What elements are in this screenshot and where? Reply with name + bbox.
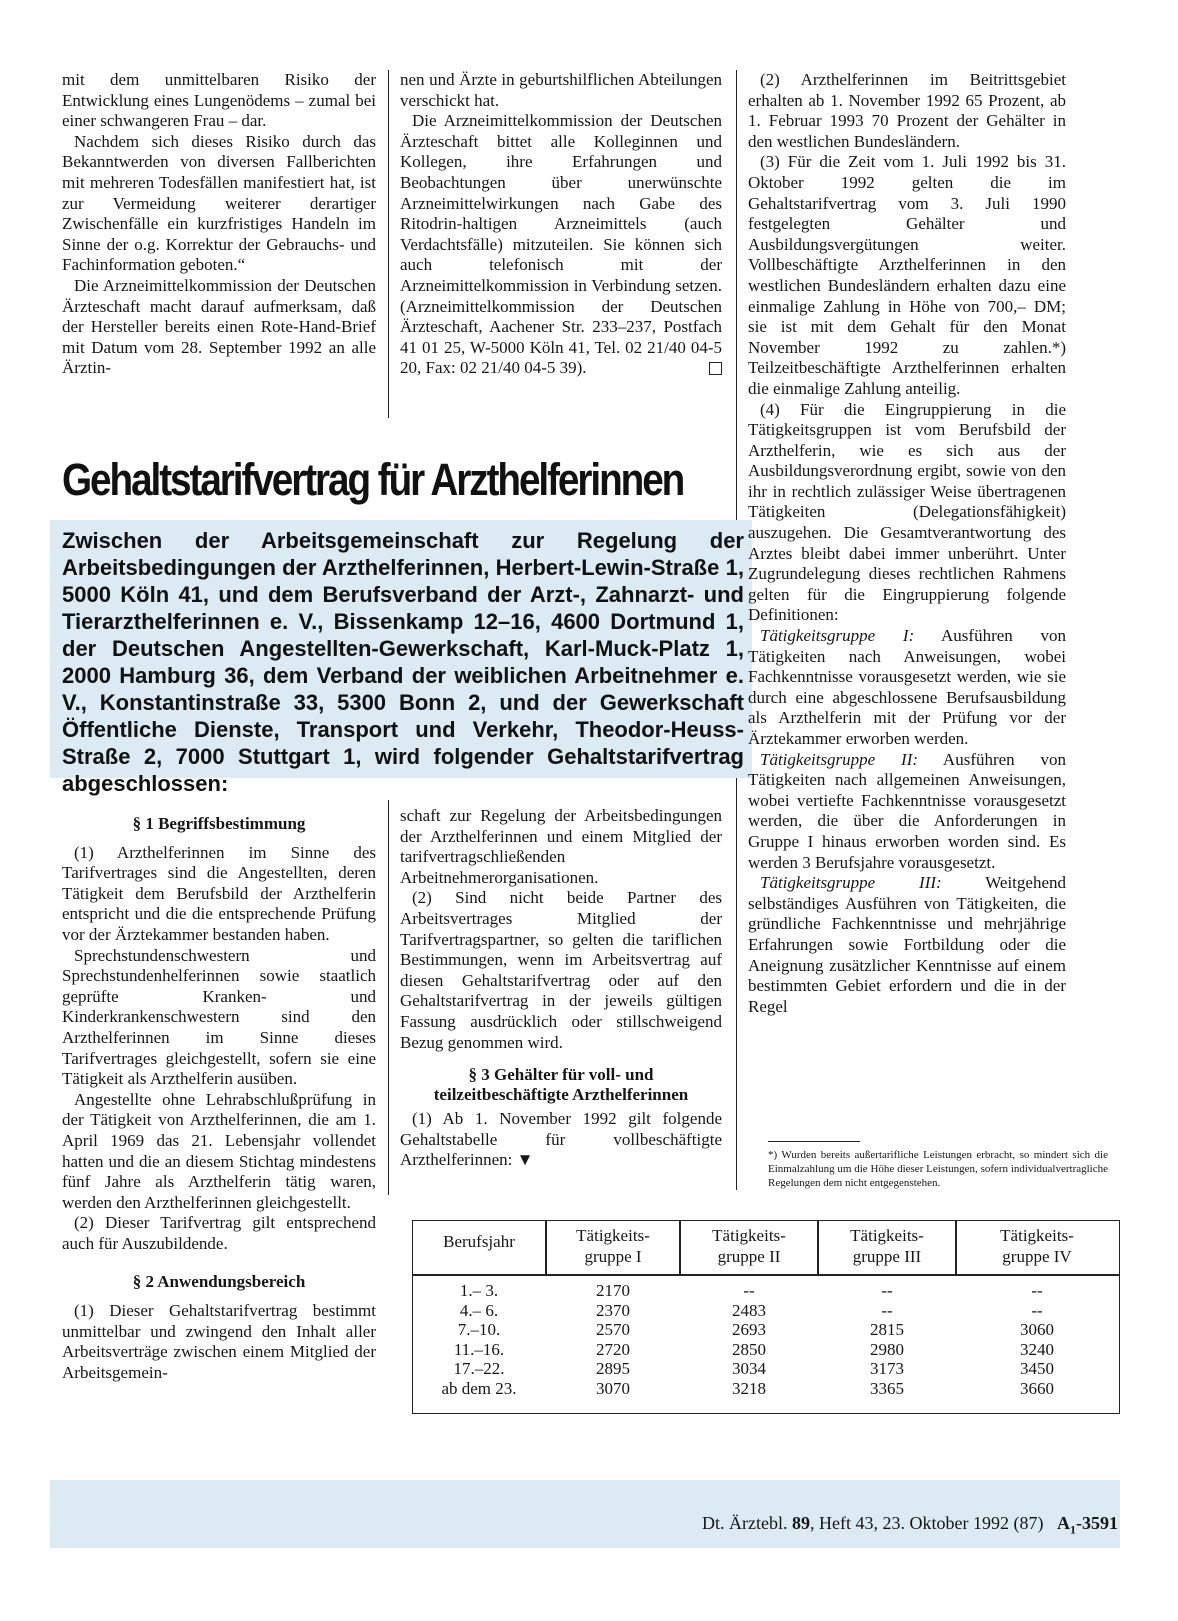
- table-row: [413, 1340, 1119, 1360]
- footnote-rule: [768, 1141, 860, 1142]
- table-cell: 3060: [1020, 1320, 1054, 1339]
- table-cell: 2720: [596, 1339, 630, 1359]
- table-row: [413, 1359, 1119, 1379]
- footnote: *) Wurden bereits außertarifliche Leistungen erbracht, so mindert sich die Einmalzahlung um die Höhe dieser Leistungen, sofern individualvertragliche Regelungen dem nicht entgegenstehen.: [768, 1149, 1108, 1189]
- table-cell: 7.–10.: [457, 1320, 501, 1339]
- table-cell: 2980: [870, 1339, 904, 1359]
- paragraph: (1) Ab 1. November 1992 gilt folgende Gehaltstabelle für vollbeschäftigte Arzthelferinnen: ▼: [400, 1109, 722, 1170]
- table-cell: 3240: [1020, 1339, 1054, 1359]
- table-cell: 11.–16.: [453, 1339, 505, 1359]
- article-lead: Zwischen der Arbeitsgemeinschaft zur Regelung der Arbeitsbedingungen der Arzthelferinnen, Herbert-Lewin-Straße 1, 5000 Köln 41, und dem Berufsverband der Arzt-, Zahnarzt- und Tierarzthelferinnen e. V., Bissenkamp 12–16, 4600 Dortmund 1, der Deutschen Angestellten-Gewerkschaft, Karl-Muck-Platz 1, 2000 Hamburg 36, dem Verband der weiblichen Arbeitnehmer e. V., Konstantinstraße 33, 5300 Bonn 2, und der Gewerkschaft Öffentliche Dienste, Transport und Verkehr, Theodor-Heuss-Straße 2, 7000 Stuttgart 1, wird folgender Gehaltstarifvertrag abgeschlossen:: [62, 528, 744, 796]
- paragraph: Nachdem sich dieses Risiko durch das Bekanntwerden von diversen Fallberichten mit mehreren Todesfällen manifestiert hat, ist zur Vermeidung weiterer derartiger Zwischenfälle ein kurzfristiges Handeln im Sinne der o.g. Korrektur der Gebrauchs- und Fachinformation geboten.“: [62, 131, 376, 275]
- paragraph: Tätigkeitsgruppe I: Ausführen von Tätigkeiten nach Anweisungen, wobei Fachkenntnisse vorausgesetzt werden, wie sie durch eine abgeschlossene Berufsausbildung als Arzthelferin mit der Prüfung vor der Ärztekammer erworben werden.: [748, 626, 1066, 748]
- table-cell: --: [1031, 1300, 1043, 1320]
- salary-table: [412, 1220, 1120, 1414]
- table-cell: 2570: [596, 1320, 630, 1339]
- paragraph: mit dem unmittelbaren Risiko der Entwicklung eines Lungenödems – zumal bei einer schwangeren Frau – dar.: [62, 70, 376, 131]
- table-cell: --: [1031, 1281, 1043, 1300]
- table-cell: 4.– 6.: [459, 1300, 499, 1320]
- table-cell: 3034: [732, 1359, 766, 1378]
- table-cell: --: [881, 1300, 893, 1320]
- paragraph: Angestellte ohne Lehrabschlußprüfung in der Tätigkeit von Arzthelferinnen, die am 1. April 1969 das 21. Lebensjahr vollendet hatten und die an diesem Stichtag mindestens fünf Jahre als Arzthelferin tätig waren, werden den Arzthelferinnen gleichgestellt.: [62, 1089, 376, 1212]
- table-cell: 3450: [1020, 1359, 1054, 1378]
- body-column-1: [62, 804, 376, 1383]
- paragraph: (1) Arzthelferinnen im Sinne des Tarifvertrages sind die Angestellten, deren Tätigkeit dem Berufsbild der Arzthelferin entspricht und die die entsprechende Prüfung vor der Ärztekammer bestanden haben.: [62, 842, 376, 944]
- column-divider: [388, 70, 389, 418]
- paragraph: Sprechstundenschwestern und Sprechstundenhelferinnen sowie staatlich geprüfte Kranken- und Kinderkrankenschwestern sind den Arzthelferinnen im Sinne dieses Tarifvertrages gleichgestellt, sofern sie eine Tätigkeit als Arzthelferin ausüben.: [62, 945, 376, 1089]
- table-row: [413, 1281, 1119, 1301]
- table-cell: 2815: [870, 1320, 904, 1339]
- table-header: Berufsjahr: [443, 1232, 515, 1251]
- table-row: [413, 1301, 1119, 1321]
- paragraph: Tätigkeitsgruppe III: Weitgehend selbständiges Ausführen von Tätigkeiten, die gründliche Fachkenntnisse und mehrjährige Erfahrungen sowie Fortbildung oder die Aneignung zusätzlicher Kenntnisse auf einem bestimmten Gebiet erfordern und die in der Regel: [748, 873, 1066, 1016]
- table-header: Tätigkeits- gruppe I: [576, 1226, 650, 1266]
- paragraph: (2) Dieser Tarifvertrag gilt entsprechend auch für Auszubildende.: [62, 1213, 376, 1253]
- paragraph: (2) Sind nicht beide Partner des Arbeitsvertrages Mitglied der Tarifvertragspartner, so gelten die tariflichen Bestimmungen, wenn im Arbeitsvertrag auf diesen Gehaltstarifvertrag oder auf den Gehaltstarifvertrag in der jeweils gültigen Fassung ausdrücklich oder stillschweigend Bezug genommen wird.: [400, 888, 722, 1052]
- paragraph: (4) Für die Eingruppierung in die Tätigkeitsgruppen ist vom Berufsbild der Arzthelferin, wie es sich aus der Ausbildungsverordnung ergibt, sowie von den ihr in rechtlich zulässiger Weise übertragenen Tätigkeiten (Delegationsfähigkeit) auszugehen. Die Gesamtverantwortung des Arztes bleibt dabei immer unberührt. Unter Zugrundelegung dieses rechtlichen Rahmens gelten für die Eingruppierung folgende Definitionen:: [748, 399, 1066, 625]
- table-header-rule: [413, 1274, 1119, 1276]
- table-cell: ab dem 23.: [441, 1378, 517, 1398]
- table-cell: 2895: [596, 1359, 630, 1378]
- paragraph: Die Arzneimittelkommission der Deutschen Ärzteschaft macht darauf aufmerksam, daß der Hersteller bereits einen Rote-Hand-Brief mit Datum vom 28. September 1992 an alle Ärztin-: [62, 275, 376, 378]
- paragraph: (2) Arzthelferinnen im Beitrittsgebiet erhalten ab 1. November 1992 65 Prozent, ab 1. Februar 1993 70 Prozent der Gehälter in den westlichen Bundesländern.: [748, 70, 1066, 151]
- table-row: [413, 1320, 1119, 1340]
- section-heading: § 3 Gehälter für voll- und teilzeitbeschäftigte Arzthelferinnen: [433, 1065, 689, 1105]
- table-cell: 3173: [870, 1359, 904, 1378]
- table-cell: --: [743, 1281, 755, 1300]
- section-heading: § 1 Begriffsbestimmung: [132, 814, 306, 833]
- end-mark-icon: [709, 362, 722, 375]
- section-heading: § 2 Anwendungsbereich: [132, 1272, 306, 1292]
- table-cell: 3660: [1020, 1378, 1054, 1398]
- table-header: Tätigkeits- gruppe II: [712, 1226, 786, 1266]
- top-column-1: [62, 70, 376, 379]
- table-cell: 3070: [596, 1378, 630, 1398]
- table-cell: 2483: [732, 1300, 766, 1320]
- table-cell: 2370: [596, 1300, 630, 1320]
- top-column-2: [400, 70, 722, 379]
- table-cell: 1.– 3.: [459, 1281, 499, 1300]
- table-cell: --: [881, 1281, 893, 1300]
- table-header: Tätigkeits- gruppe IV: [1000, 1226, 1074, 1266]
- table-cell: 2170: [596, 1281, 630, 1300]
- table-header: Tätigkeits- gruppe III: [850, 1226, 924, 1266]
- paragraph: Die Arzneimittelkommission der Deutschen Ärzteschaft bittet alle Kolleginnen und Kollegen, ihre Erfahrungen und Beobachtungen über unerwünschte Arzneimittelwirkungen nach Gabe des Ritodrin-haltigen Arzneimittels (auch Verdachtsfälle) mitzuteilen. Sie können sich auch telefonisch mit der Arzneimittelkommission in Verbindung setzen. (Arzneimittelkommission der Deutschen Ärzteschaft, Aachener Str. 233–237, Postfach 41 01 25, W-5000 Köln 41, Tel. 02 21/40 04-5 20, Fax: 02 21/40 04-5 39).: [400, 111, 722, 378]
- table-row: [413, 1379, 1119, 1399]
- page-footer: Dt. Ärztebl. 89, Heft 43, 23. Oktober 1992 (87) $A_1-3591$: [702, 1513, 1118, 1537]
- table-cell: 3365: [870, 1378, 904, 1398]
- paragraph: (1) Dieser Gehaltstarifvertrag bestimmt unmittelbar und zwingend den Inhalt aller Arbeitsverträge zwischen einem Mitglied der Arbeitsgemein-: [62, 1301, 376, 1382]
- paragraph: nen und Ärzte in geburtshilflichen Abteilungen verschickt hat.: [400, 70, 722, 110]
- table-cell: 17.–22.: [453, 1359, 505, 1378]
- paragraph: schaft zur Regelung der Arbeitsbedingungen der Arzthelferinnen und einem Mitglied der tarifvertragschließenden Arbeitnehmerorganisationen.: [400, 806, 722, 887]
- paragraph: Tätigkeitsgruppe II: Ausführen von Tätigkeiten nach allgemeinen Anweisungen, wobei vertiefte Fachkenntnisse vorausgesetzt werden, die über die Anforderungen in Gruppe I hinaus erworben worden sind. Es werden 3 Berufsjahre vorausgesetzt.: [748, 749, 1067, 872]
- body-column-2: [400, 806, 722, 1171]
- table-cell: 2693: [732, 1320, 766, 1339]
- paragraph: (3) Für die Zeit vom 1. Juli 1992 bis 31. Oktober 1992 gelten die im Gehaltstarifvertrag vom 3. Juli 1990 festgelegten Gehälter und Ausbildungsvergütungen weiter. Vollbeschäftigte Arzthelferinnen in den westlichen Bundesländern erhalten dazu eine einmalige Zahlung in Höhe von 700,– DM; sie ist mit dem Gehalt für den Monat November 1992 zu zahlen.*) Teilzeitbeschäftigte Arzthelferinnen erhalten die einmalige Zahlung anteilig.: [748, 152, 1066, 398]
- table-cell: 3218: [732, 1378, 766, 1398]
- column-divider: [388, 800, 389, 1195]
- article-title: Gehaltstarifvertrag für Arzthelferinnen: [62, 454, 684, 505]
- right-column: [748, 70, 1066, 1017]
- table-cell: 2850: [732, 1339, 766, 1359]
